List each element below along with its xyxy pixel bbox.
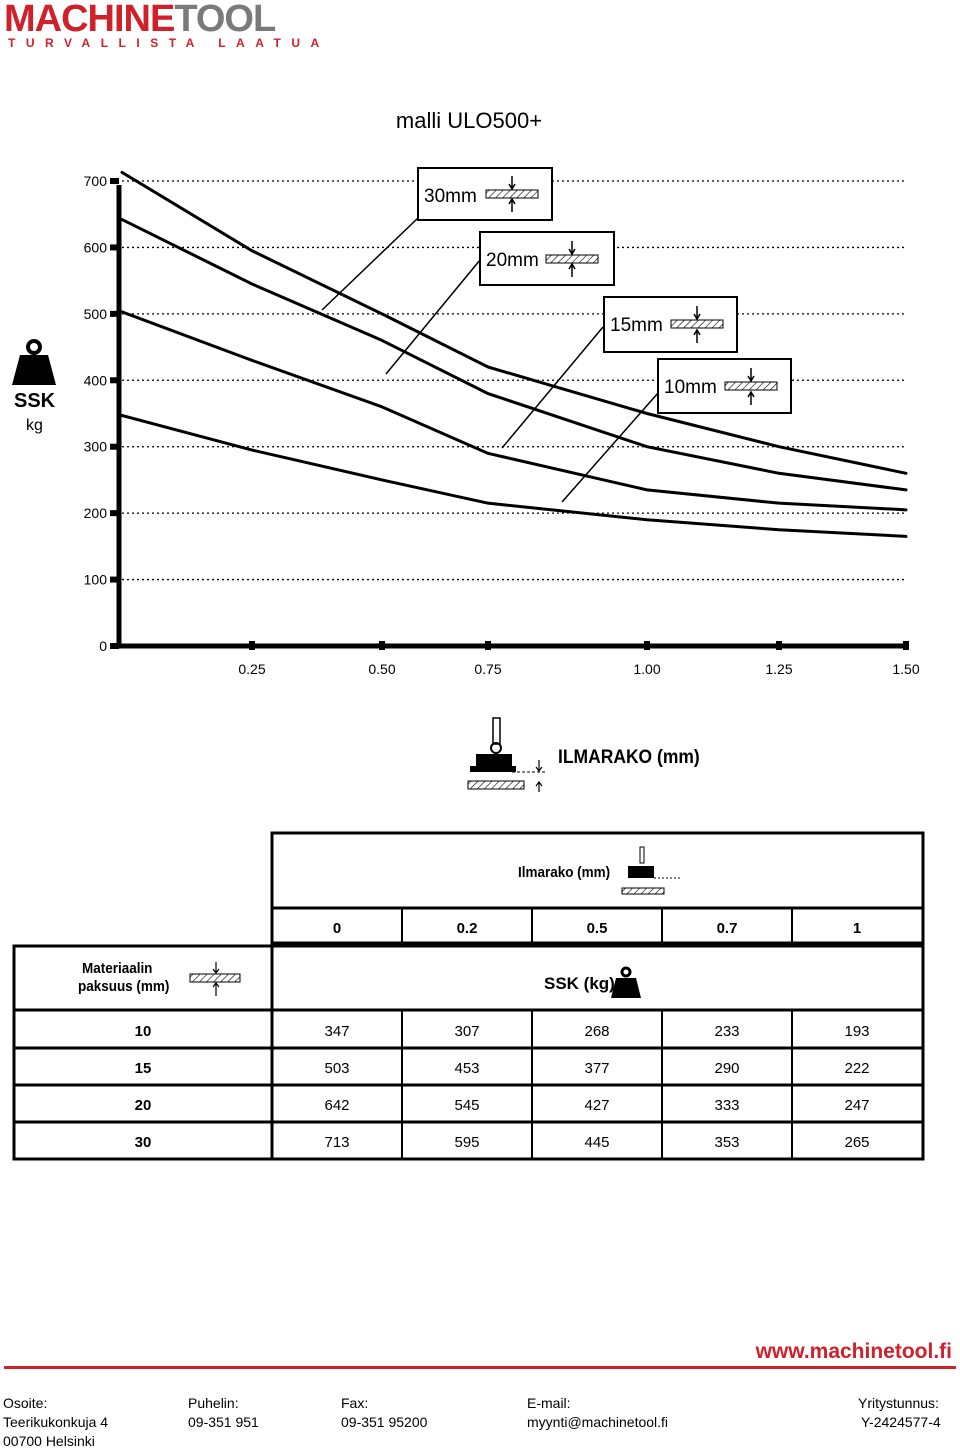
- x-tick-label: 0.25: [238, 661, 266, 677]
- y-tick-label: 200: [83, 505, 107, 522]
- email-value[interactable]: myynti@machinetool.fi: [527, 1414, 669, 1430]
- ssk-value-cell: 377: [584, 1060, 610, 1077]
- y-tick-label: 700: [83, 173, 107, 189]
- footer-company: [858, 1394, 941, 1432]
- fax-value: 09-351 95200: [341, 1414, 428, 1430]
- ssk-value-cell: 353: [714, 1134, 740, 1151]
- ssk-value-cell: 333: [714, 1097, 740, 1114]
- company-logo: [4, 0, 275, 38]
- address-city: 00700 Helsinki: [3, 1433, 95, 1449]
- address-label: Osoite:: [3, 1395, 48, 1411]
- thickness-cell: 30: [134, 1134, 152, 1151]
- y-tick-mark: [110, 244, 119, 250]
- footer-address: [3, 1394, 108, 1451]
- ssk-value-cell: 290: [714, 1060, 740, 1077]
- company-label: Yritystunnus:: [858, 1395, 939, 1411]
- y-tick-mark: [110, 178, 119, 184]
- logo-gray-part: TOOL: [174, 0, 276, 40]
- ssk-value-cell: 307: [454, 1023, 480, 1040]
- address-street: Teerikukonkuja 4: [3, 1414, 109, 1430]
- thickness-cell: 15: [134, 1060, 152, 1077]
- ssk-value-cell: 642: [324, 1097, 350, 1114]
- magnet-airgap-icon: [468, 718, 545, 792]
- airgap-col-header: 0: [332, 920, 342, 937]
- website-link[interactable]: www.machinetool.fi: [755, 1340, 952, 1363]
- ssk-value-cell: 453: [454, 1060, 480, 1077]
- ssk-value-cell: 268: [584, 1023, 610, 1040]
- ssk-chart: [0, 150, 960, 810]
- ssk-value-cell: 503: [324, 1060, 350, 1077]
- phone-value: 09-351 951: [188, 1414, 259, 1430]
- x-tick-mark: [249, 641, 255, 650]
- airgap-header-label: Ilmarako (mm): [518, 864, 611, 882]
- airgap-col-header: 0.7: [716, 920, 738, 937]
- ssk-value-cell: 445: [584, 1134, 610, 1151]
- y-tick-label: 500: [83, 305, 107, 322]
- ssk-value-cell: 247: [844, 1097, 870, 1114]
- thickness-cell: 10: [134, 1023, 152, 1040]
- ssk-value-cell: 545: [454, 1097, 480, 1114]
- airgap-col-header: 0.5: [586, 920, 608, 937]
- callout-30mm-label: 30mm: [424, 186, 477, 207]
- footer-email: [527, 1394, 668, 1432]
- weight-small-icon: [611, 968, 641, 998]
- y-tick-label: 100: [83, 571, 107, 588]
- callout-15mm-label: 15mm: [610, 315, 663, 336]
- y-tick-mark: [110, 377, 119, 383]
- airgap-col-header: 0.2: [456, 920, 478, 937]
- y-axis-unit: kg: [26, 417, 43, 434]
- y-tick-mark: [110, 311, 119, 317]
- phone-label: Puhelin:: [188, 1395, 239, 1411]
- capacity-table: [0, 828, 960, 1168]
- email-label: E-mail:: [527, 1395, 571, 1411]
- callout-15mm: [604, 297, 737, 352]
- callout-20mm-label: 20mm: [486, 250, 539, 271]
- material-label-line1: Materiaalin: [82, 960, 153, 978]
- y-tick-mark: [110, 444, 119, 450]
- y-tick-label: 600: [83, 239, 107, 256]
- airgap-col-header: 1: [852, 920, 862, 937]
- callout-10mm-label: 10mm: [664, 377, 717, 398]
- thickness-cell: 20: [134, 1097, 152, 1114]
- magnet-small-icon: [622, 847, 680, 894]
- fax-label: Fax:: [341, 1395, 369, 1411]
- ssk-value-cell: 222: [844, 1060, 870, 1077]
- callout-30mm: [418, 168, 552, 220]
- y-tick-label: 400: [83, 372, 107, 389]
- x-tick-label: 1.25: [765, 661, 793, 677]
- x-tick-label: 1.00: [633, 661, 661, 677]
- footer-divider: [4, 1366, 956, 1369]
- x-tick-mark: [776, 641, 782, 650]
- x-axis-label: ILMARAKO (mm): [558, 745, 700, 768]
- ssk-value-cell: 347: [324, 1023, 350, 1040]
- thickness-icon: [190, 962, 240, 996]
- x-tick-label: 0.50: [368, 661, 396, 677]
- y-axis-label: SSK: [14, 390, 56, 412]
- ssk-value-cell: 595: [454, 1134, 480, 1151]
- x-tick-label: 0.75: [474, 661, 502, 677]
- x-tick-mark: [485, 641, 491, 650]
- callout-10mm: [658, 359, 791, 413]
- page-title: malli ULO500+: [395, 108, 543, 133]
- footer-fax: [341, 1394, 427, 1432]
- ssk-value-cell: 193: [844, 1023, 870, 1040]
- x-tick-mark: [644, 641, 650, 650]
- material-label-line2: paksuus (mm): [78, 978, 170, 996]
- ssk-value-cell: 427: [584, 1097, 610, 1114]
- ssk-header-label: SSK (kg): [544, 974, 615, 993]
- y-tick-mark: [110, 510, 119, 516]
- company-id: Y-2424577-4: [861, 1414, 941, 1430]
- logo-red-part: MACHINE: [4, 0, 175, 40]
- x-tick-label: 1.50: [892, 661, 920, 677]
- callout-20mm: [480, 232, 614, 285]
- footer-phone: [188, 1394, 259, 1432]
- x-tick-mark: [379, 641, 385, 650]
- x-tick-mark: [903, 641, 909, 650]
- y-tick-mark: [110, 577, 119, 583]
- ssk-value-cell: 233: [714, 1023, 740, 1040]
- y-tick-mark: [110, 643, 119, 649]
- weight-icon: [12, 341, 56, 385]
- ssk-value-cell: 713: [324, 1134, 350, 1151]
- logo-tagline: TURVALLISTA LAATUA: [8, 36, 330, 50]
- y-tick-label: 300: [83, 438, 107, 455]
- ssk-value-cell: 265: [844, 1134, 870, 1151]
- y-tick-label: 0: [99, 638, 107, 654]
